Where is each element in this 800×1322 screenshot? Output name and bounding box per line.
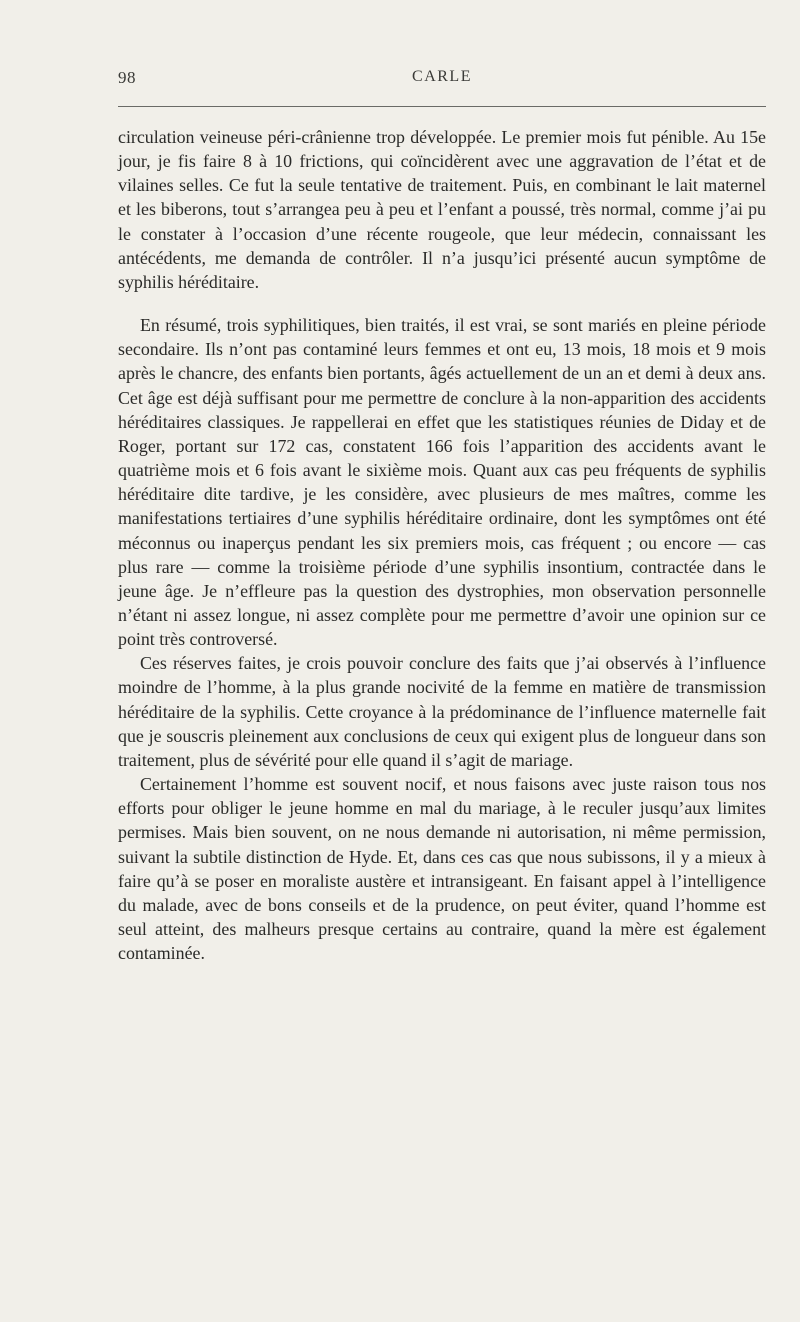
page-header	[118, 68, 766, 92]
paragraph-3: Ces réserves faites, je crois pouvoir conclure des faits que j’ai observés à l’influence moindre de l’homme, à la plus grande nocivité de la femme en matière de transmission héréditaire de la syphilis. Cette croyance à la prédominance de l’influence maternelle fait que je souscris pleinement aux conclusions de ceux qui exigent plus de longueur dans son traitement, plus de sévérité pour elle quand il s’agit de mariage.	[118, 653, 766, 770]
page-number: 98	[118, 68, 136, 87]
running-head: CARLE	[412, 68, 472, 85]
paragraph-4: Certainement l’homme est souvent nocif, et nous faisons avec juste raison tous nos efforts pour obliger le jeune homme en mal du mariage, à le reculer jusqu’aux limites permises. Mais bien souvent, on ne nous demande ni autorisation, ni même permission, suivant la subtile distinction de Hyde. Et, dans ces cas que nous subissons, il y a mieux à faire qu’à se poser en moraliste austère et intransigeant. En faisant appel à l’intelligence du malade, avec de bons conseils et de la prudence, on peut éviter, quand l’homme est seul atteint, des malheurs presque certains au contraire, quand la mère est également contaminée.	[118, 774, 766, 964]
body-text	[118, 125, 766, 965]
paragraph-2: En résumé, trois syphilitiques, bien traités, il est vrai, se sont mariés en pleine période secondaire. Ils n’ont pas contaminé leurs femmes et ont eu, 13 mois, 18 mois et 9 mois après le chancre, des enfants bien portants, âgés actuellement de un an et demi à deux ans. Cet âge est déjà suffisant pour me permettre de conclure à la non-apparition des accidents héréditaires classiques. Je rappellerai en effet que les statistiques réunies de Diday et de Roger, portant sur 172 cas, constatent 166 fois l’apparition des accidents avant le quatrième mois et 6 fois avant le sixième mois. Quant aux cas peu fréquents de syphilis héréditaire dite tardive, je les considère, avec plusieurs de mes maîtres, comme les manifestations tertiaires d’une syphilis héréditaire ordinaire, dont les symptômes ont été méconnus ou inaperçus pendant les six premiers mois, cas fréquent ; ou encore — cas plus rare — comme la troisième période d’une syphilis insontium, contractée dans le jeune âge. Je n’effleure pas la question des dystrophies, mon observation personnelle n’étant ni assez longue, ni assez complète pour me permettre d’avoir une opinion sur ce point très controversé.	[118, 315, 766, 650]
header-rule	[118, 106, 766, 107]
paragraph-1: circulation veineuse péri-crânienne trop développée. Le premier mois fut pénible. Au 15e jour, je fis faire 8 à 10 frictions, qui coïncidèrent avec une aggravation de l’état et de vilaines selles. Ce fut la seule tentative de traitement. Puis, en combinant le lait maternel et les biberons, tout s’arrangea peu à peu et l’enfant a poussé, très normal, comme j’ai pu le constater à l’occasion d’une récente rougeole, que leur médecin, connaissant les antécédents, me demanda de contrôler. Il n’a jusqu’ici présenté aucun symptôme de syphilis héréditaire.	[118, 127, 766, 292]
